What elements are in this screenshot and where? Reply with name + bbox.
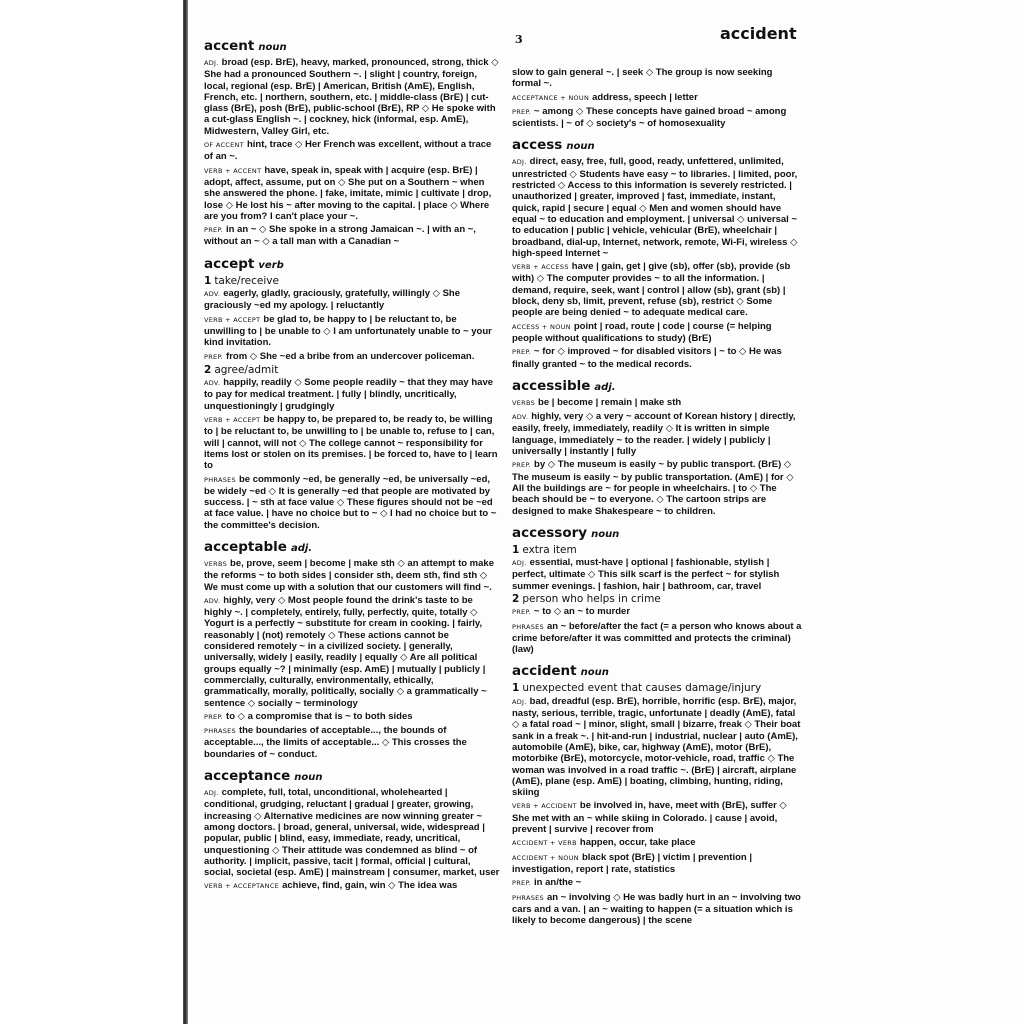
collocation-text: hint, trace ◇ Her French was excellent, without a trace of an ~.: [204, 139, 492, 163]
sense-number: 1: [512, 682, 520, 695]
collocation-block: [512, 397, 804, 409]
collocation-text: address, speech | letter: [592, 91, 698, 103]
collocation-text: eagerly, gladly, graciously, gratefully, willingly ◇ She graciously ~ed my apology. | reluctantly: [204, 288, 460, 312]
collocation-block: [512, 459, 804, 516]
collocation-block: [204, 57, 500, 137]
collocation-label: PREP.: [512, 608, 532, 617]
collocation-block: [512, 852, 804, 876]
sense-label: person who helps in crime: [522, 592, 661, 605]
collocation-text: complete, full, total, unconditional, wholehearted | conditional, grudging, reluctant | gradual | greater, growing, increasing ◇ Alternative medicines are now winning greater ~ among doctors. | broad, general, universal, wide, widespread | popular, public | blind, easy, immediate, ready, uncritical, unquestioning ◇ Their attitude was condemned as blind ~ of authority. | implicit, passive, tacit | formal, official | cultural, social, societal (esp. AmE) | mainstream | consumer, market, user: [204, 787, 500, 879]
sense-heading: [512, 683, 804, 694]
collocation-label: PREP.: [204, 226, 224, 235]
collocation-label: VERB + ACCIDENT: [512, 802, 577, 811]
sense-heading: [512, 545, 804, 556]
headword-text: acceptable: [204, 538, 287, 555]
collocation-text: to ◇ a compromise that is ~ to both sides: [226, 710, 413, 722]
collocation-block: [204, 595, 500, 709]
dictionary-entry: [204, 256, 500, 531]
collocation-label: PREP.: [512, 461, 532, 470]
part-of-speech: noun: [566, 141, 595, 153]
collocation-block: [512, 877, 804, 889]
collocation-block: [204, 414, 500, 471]
running-head: accident: [720, 24, 797, 43]
part-of-speech: verb: [258, 259, 284, 271]
book-gutter: [0, 0, 190, 1024]
collocation-label: ADV.: [204, 290, 221, 299]
collocation-block: [512, 67, 804, 90]
collocation-block: [204, 288, 500, 312]
dictionary-entry: [512, 137, 804, 369]
entry-headword: [512, 378, 804, 396]
collocation-block: [204, 224, 500, 248]
collocation-label: ACCIDENT + VERB: [512, 839, 577, 848]
collocation-block: [512, 557, 804, 592]
entry-headword: [512, 525, 804, 543]
collocation-text: black spot (BrE) | victim | prevention | investigation, report | rate, statistics: [512, 851, 752, 875]
sense-heading: [204, 276, 500, 287]
collocation-block: [204, 351, 500, 363]
collocation-block: [512, 837, 804, 849]
part-of-speech: noun: [580, 667, 609, 679]
collocation-text: the boundaries of acceptable..., the bounds of acceptable..., the limits of acceptable... ◇ This crosses the boundaries of ~ conduct.: [204, 725, 467, 760]
entry-headword: [204, 768, 500, 786]
collocation-text: by ◇ The museum is easily ~ by public transport. (BrE) ◇ The museum is easily ~ by public transportation. (AmE) | for ◇ All the buildings are ~ for people in wheelchairs. | to ◇ The beach should be ~ to everyone. ◇ The cartoon strips are designed to make Shakespeare ~ to children.: [512, 459, 794, 517]
collocation-label: OF ACCENT: [204, 141, 244, 150]
collocation-label: VERB + ACCESS: [512, 263, 569, 272]
dictionary-entry: [204, 539, 500, 760]
collocation-text: be glad to, be happy to | be reluctant to, be unwilling to | be unable to ◇ I am unfortunately unable to ~ your kind invitation.: [204, 313, 492, 349]
collocation-text: point | road, route | code | course (= helping people without qualifications to study) (BrE): [512, 320, 772, 344]
collocation-block: [512, 346, 804, 370]
collocation-label: PREP.: [512, 348, 532, 357]
collocation-block: [512, 156, 804, 259]
collocation-text: essential, must-have | optional | fashionable, stylish | perfect, ultimate ◇ This silk scarf is the perfect ~ for stylish summer evenings. | fashion, hair | bathroom, car, travel: [512, 557, 780, 592]
sense-number: 1: [204, 274, 212, 287]
collocation-block: [204, 314, 500, 349]
collocation-label: ADJ.: [204, 789, 219, 798]
book-spine-edge: [183, 0, 188, 1024]
part-of-speech: adj.: [290, 542, 313, 554]
sense-label: agree/admit: [214, 363, 279, 376]
collocation-block: [512, 411, 804, 457]
collocation-label: VERB + ACCEPT: [204, 416, 261, 425]
sense-number: 2: [204, 363, 212, 376]
collocation-block: [512, 92, 804, 104]
collocation-label: ADV.: [512, 413, 529, 422]
sense-number: 2: [512, 592, 520, 605]
collocation-label: ADV.: [204, 596, 221, 605]
headword-text: accessible: [512, 377, 591, 394]
entry-headword: [512, 137, 804, 155]
collocation-block: [512, 106, 804, 130]
collocation-text: ~ to ◇ an ~ to murder: [534, 606, 631, 618]
collocation-label: ADV.: [204, 379, 221, 388]
dictionary-entry: [512, 67, 804, 129]
collocation-label: ADJ.: [512, 697, 527, 706]
collocation-text: an ~ before/after the fact (= a person who knows about a crime before/after it was committed and protects the criminal) (law): [512, 620, 802, 656]
collocation-label: VERBS: [204, 559, 228, 568]
collocation-block: [204, 377, 500, 412]
sense-label: take/receive: [214, 274, 279, 287]
collocation-block: [204, 139, 500, 163]
collocation-label: ACCESS + NOUN: [512, 322, 571, 331]
collocation-text: ~ for ◇ improved ~ for disabled visitors | ~ to ◇ He was finally granted ~ to the medical records.: [512, 346, 782, 370]
headword-text: accept: [204, 255, 255, 272]
headword-text: access: [512, 137, 563, 154]
part-of-speech: noun: [258, 42, 287, 53]
collocation-label: ACCIDENT + NOUN: [512, 853, 579, 862]
collocation-text: happily, readily ◇ Some people readily ~ that they may have to pay for medical treatment. | fully | blindly, uncritically, unquestioningly | grudgingly: [204, 377, 494, 412]
headword-text: acceptance: [204, 768, 291, 785]
part-of-speech: noun: [591, 528, 620, 540]
collocation-label: VERB + ACCEPT: [204, 315, 261, 324]
collocation-block: [204, 725, 500, 760]
collocation-block: [204, 787, 500, 878]
collocation-label: ADJ.: [512, 559, 527, 568]
dictionary-entry: [512, 663, 804, 926]
right-column: [512, 66, 804, 934]
entry-headword: [204, 256, 500, 274]
collocation-block: [512, 321, 804, 345]
collocation-block: [512, 892, 804, 927]
collocation-label: PHRASES: [512, 893, 544, 902]
collocation-text: broad (esp. BrE), heavy, marked, pronounced, strong, thick ◇ She had a pronounced Southern ~. | slight | country, foreign, local, regional (esp. BrE) | American, British (AmE), English, French, etc. | northern, southern, etc. | middle-class (BrE) | cut-glass (BrE), posh (BrE), public-school (BrE), RP ◇ He spoke with a cut-glass English ~. | cockney, hick (informal, esp. AmE), Midwestern, Valley Girl, etc.: [204, 57, 499, 137]
collocation-label: PREP.: [204, 712, 224, 721]
collocation-label: PHRASES: [512, 622, 544, 631]
collocation-block: [204, 880, 500, 892]
entry-headword: [512, 663, 804, 681]
collocation-text: be happy to, be prepared to, be ready to, be willing to | be reluctant to, be unwilling to | be unable to, refuse to | can, will | cannot, will not ◇ The college cannot ~ responsibility for items lost or stolen on its premises. | be forced to, have to | learn to: [204, 414, 498, 472]
sense-label: extra item: [522, 543, 577, 556]
collocation-label: ACCEPTANCE + NOUN: [512, 93, 590, 102]
collocation-block: [204, 474, 500, 531]
collocation-text: achieve, find, gain, win ◇ The idea was: [282, 880, 458, 892]
collocation-text: be involved in, have, meet with (BrE), suffer ◇ She met with an ~ while skiing in Colorado. | cause | avoid, prevent | survive | recover from: [512, 800, 787, 836]
part-of-speech: noun: [294, 772, 323, 784]
collocation-text: have, speak in, speak with | acquire (esp. BrE) | adopt, affect, assume, put on ◇ She put on a Southern ~ when she answered the phone. | fake, imitate, mimic | cultivate | drop, lose ◇ He lost his ~ after moving to the capital. | place ◇ Where are you from? I can't place your ~.: [204, 164, 492, 222]
collocation-text: an ~ involving ◇ He was badly hurt in an ~ involving two cars and a van. | an ~ waiting to happen (= a situation which is likely to become dangerous) | the scene: [512, 891, 801, 927]
dictionary-entry: [512, 525, 804, 656]
collocation-block: [512, 621, 804, 656]
collocation-text: highly, very ◇ a very ~ account of Korean history | directly, easily, freely, immediately, readily ◇ It is written in simple language, immediately ~ to the reader. | widely | publicly | universally | instantly | fully: [512, 411, 796, 458]
sense-label: unexpected event that causes damage/injury: [522, 682, 762, 695]
collocation-label: ADJ.: [512, 158, 527, 167]
collocation-text: direct, easy, free, full, good, ready, unfettered, unlimited, unrestricted ◇ Students have easy ~ to libraries. | limited, poor, restricted ◇ Access to this information is severely restricted. | unauthorized | greater, improved | fast, immediate, instant, quick, rapid | secure | equal ◇ Men and women should have equal ~ to education and employment. | universal ◇ universal ~ to education | public | vehicle, vehicular (BrE), wheelchair | broadband, dial-up, Internet, network, remote, Wi-Fi, wireless ◇ high-speed Internet ~: [512, 156, 798, 259]
entry-headword: [204, 38, 500, 56]
collocation-label: VERB + ACCEPTANCE: [204, 882, 280, 891]
collocation-block: [512, 261, 804, 318]
collocation-label: PREP.: [512, 879, 532, 888]
left-column: [204, 38, 500, 901]
collocation-text: highly, very ◇ Most people found the drink's taste to be highly ~. | completely, entirely, fully, perfectly, quite, totally ◇ Yogurt is a perfectly ~ substitute for cream in cooking. | fairly, reasonably | (not) remotely ◇ These actions cannot be considered remotely ~ in a civilized society. | generally, universally, widely | easily, readily | equally ◇ Are all political groups equally ~? | minimally (esp. AmE) | mutually | publicly | commercially, culturally, environmentally, ethically, grammatically, morally, politically, socially ◇ a grammatically ~ sentence ◇ socially ~ terminology: [204, 594, 487, 709]
dictionary-entry: [512, 378, 804, 517]
dictionary-entry: [204, 768, 500, 893]
collocation-text: bad, dreadful (esp. BrE), horrible, horrific (esp. BrE), major, nasty, serious, terrible, tragic, unfortunate | deadly (AmE), fatal ◇ a fatal road ~ | minor, slight, small | bizarre, freak ◇ Their boat sank in a freak ~. | hit-and-run | industrial, nuclear | auto (AmE), automobile (AmE), bike, car, highway (AmE), motor (BrE), motorbike (BrE), motorcycle, motor-vehicle, road, traffic ◇ The woman was involved in a road traffic ~. (BrE) | aircraft, airplane (AmE), plane (esp. AmE) | boating, climbing, hunting, riding, skiing: [512, 695, 801, 799]
collocation-text: happen, occur, take place: [579, 837, 696, 849]
collocation-label: PREP.: [512, 107, 532, 116]
collocation-text: in an/the ~: [534, 877, 582, 889]
collocation-text: be | become | remain | make sth: [538, 396, 682, 408]
collocation-block: [204, 165, 500, 222]
collocation-label: ADJ.: [204, 59, 219, 67]
dictionary-entry: [204, 38, 500, 248]
collocation-label: VERBS: [512, 398, 536, 407]
collocation-text: be, prove, seem | become | make sth ◇ an attempt to make the reforms ~ to both sides | consider sth, deem sth, find sth ◇ We must come up with a solution that our customers will find ~.: [204, 557, 494, 593]
entry-headword: [204, 539, 500, 557]
collocation-label: VERB + ACCENT: [204, 166, 262, 175]
collocation-label: PREP.: [204, 352, 224, 361]
headword-text: accident: [512, 663, 577, 680]
collocation-block: [512, 696, 804, 799]
sense-heading: [512, 594, 804, 605]
collocation-text: in an ~ ◇ She spoke in a strong Jamaican ~. | with an ~, without an ~ ◇ a tall man with a Canadian ~: [204, 224, 476, 248]
collocation-text: slow to gain general ~. | seek ◇ The group is now seeking formal ~.: [512, 67, 773, 90]
collocation-text: from ◇ She ~ed a bribe from an undercover policeman.: [226, 350, 475, 362]
collocation-block: [512, 606, 804, 618]
page-number: 3: [515, 33, 523, 46]
headword-text: accent: [204, 38, 255, 54]
collocation-label: PHRASES: [204, 727, 236, 736]
sense-number: 1: [512, 543, 520, 556]
collocation-label: PHRASES: [204, 475, 236, 484]
sense-heading: [204, 365, 500, 376]
collocation-text: ~ among ◇ These concepts have gained broad ~ among scientists. | ~ of ◇ society's ~ of homosexuality: [512, 105, 787, 130]
headword-text: accessory: [512, 524, 588, 541]
collocation-block: [512, 800, 804, 835]
part-of-speech: adj.: [594, 381, 616, 393]
collocation-text: have | gain, get | give (sb), offer (sb), provide (sb with) ◇ The computer provides ~ to all the information. | demand, require, seek, want | control | allow (sb), grant (sb) | block, deny sb, limit, prevent, refuse (sb), restrict ◇ Some people are being denied ~ to adequate medical care.: [512, 261, 791, 319]
collocation-block: [204, 558, 500, 593]
collocation-text: be commonly ~ed, be generally ~ed, be universally ~ed, be widely ~ed ◇ It is generally ~ed that people are motivated by success. | ~ sth at face value ◇ These figures should not be ~ed at face value. | have no choice but to ~ ◇ I had no choice but to ~ the committee's decision.: [204, 473, 497, 531]
collocation-block: [204, 711, 500, 723]
